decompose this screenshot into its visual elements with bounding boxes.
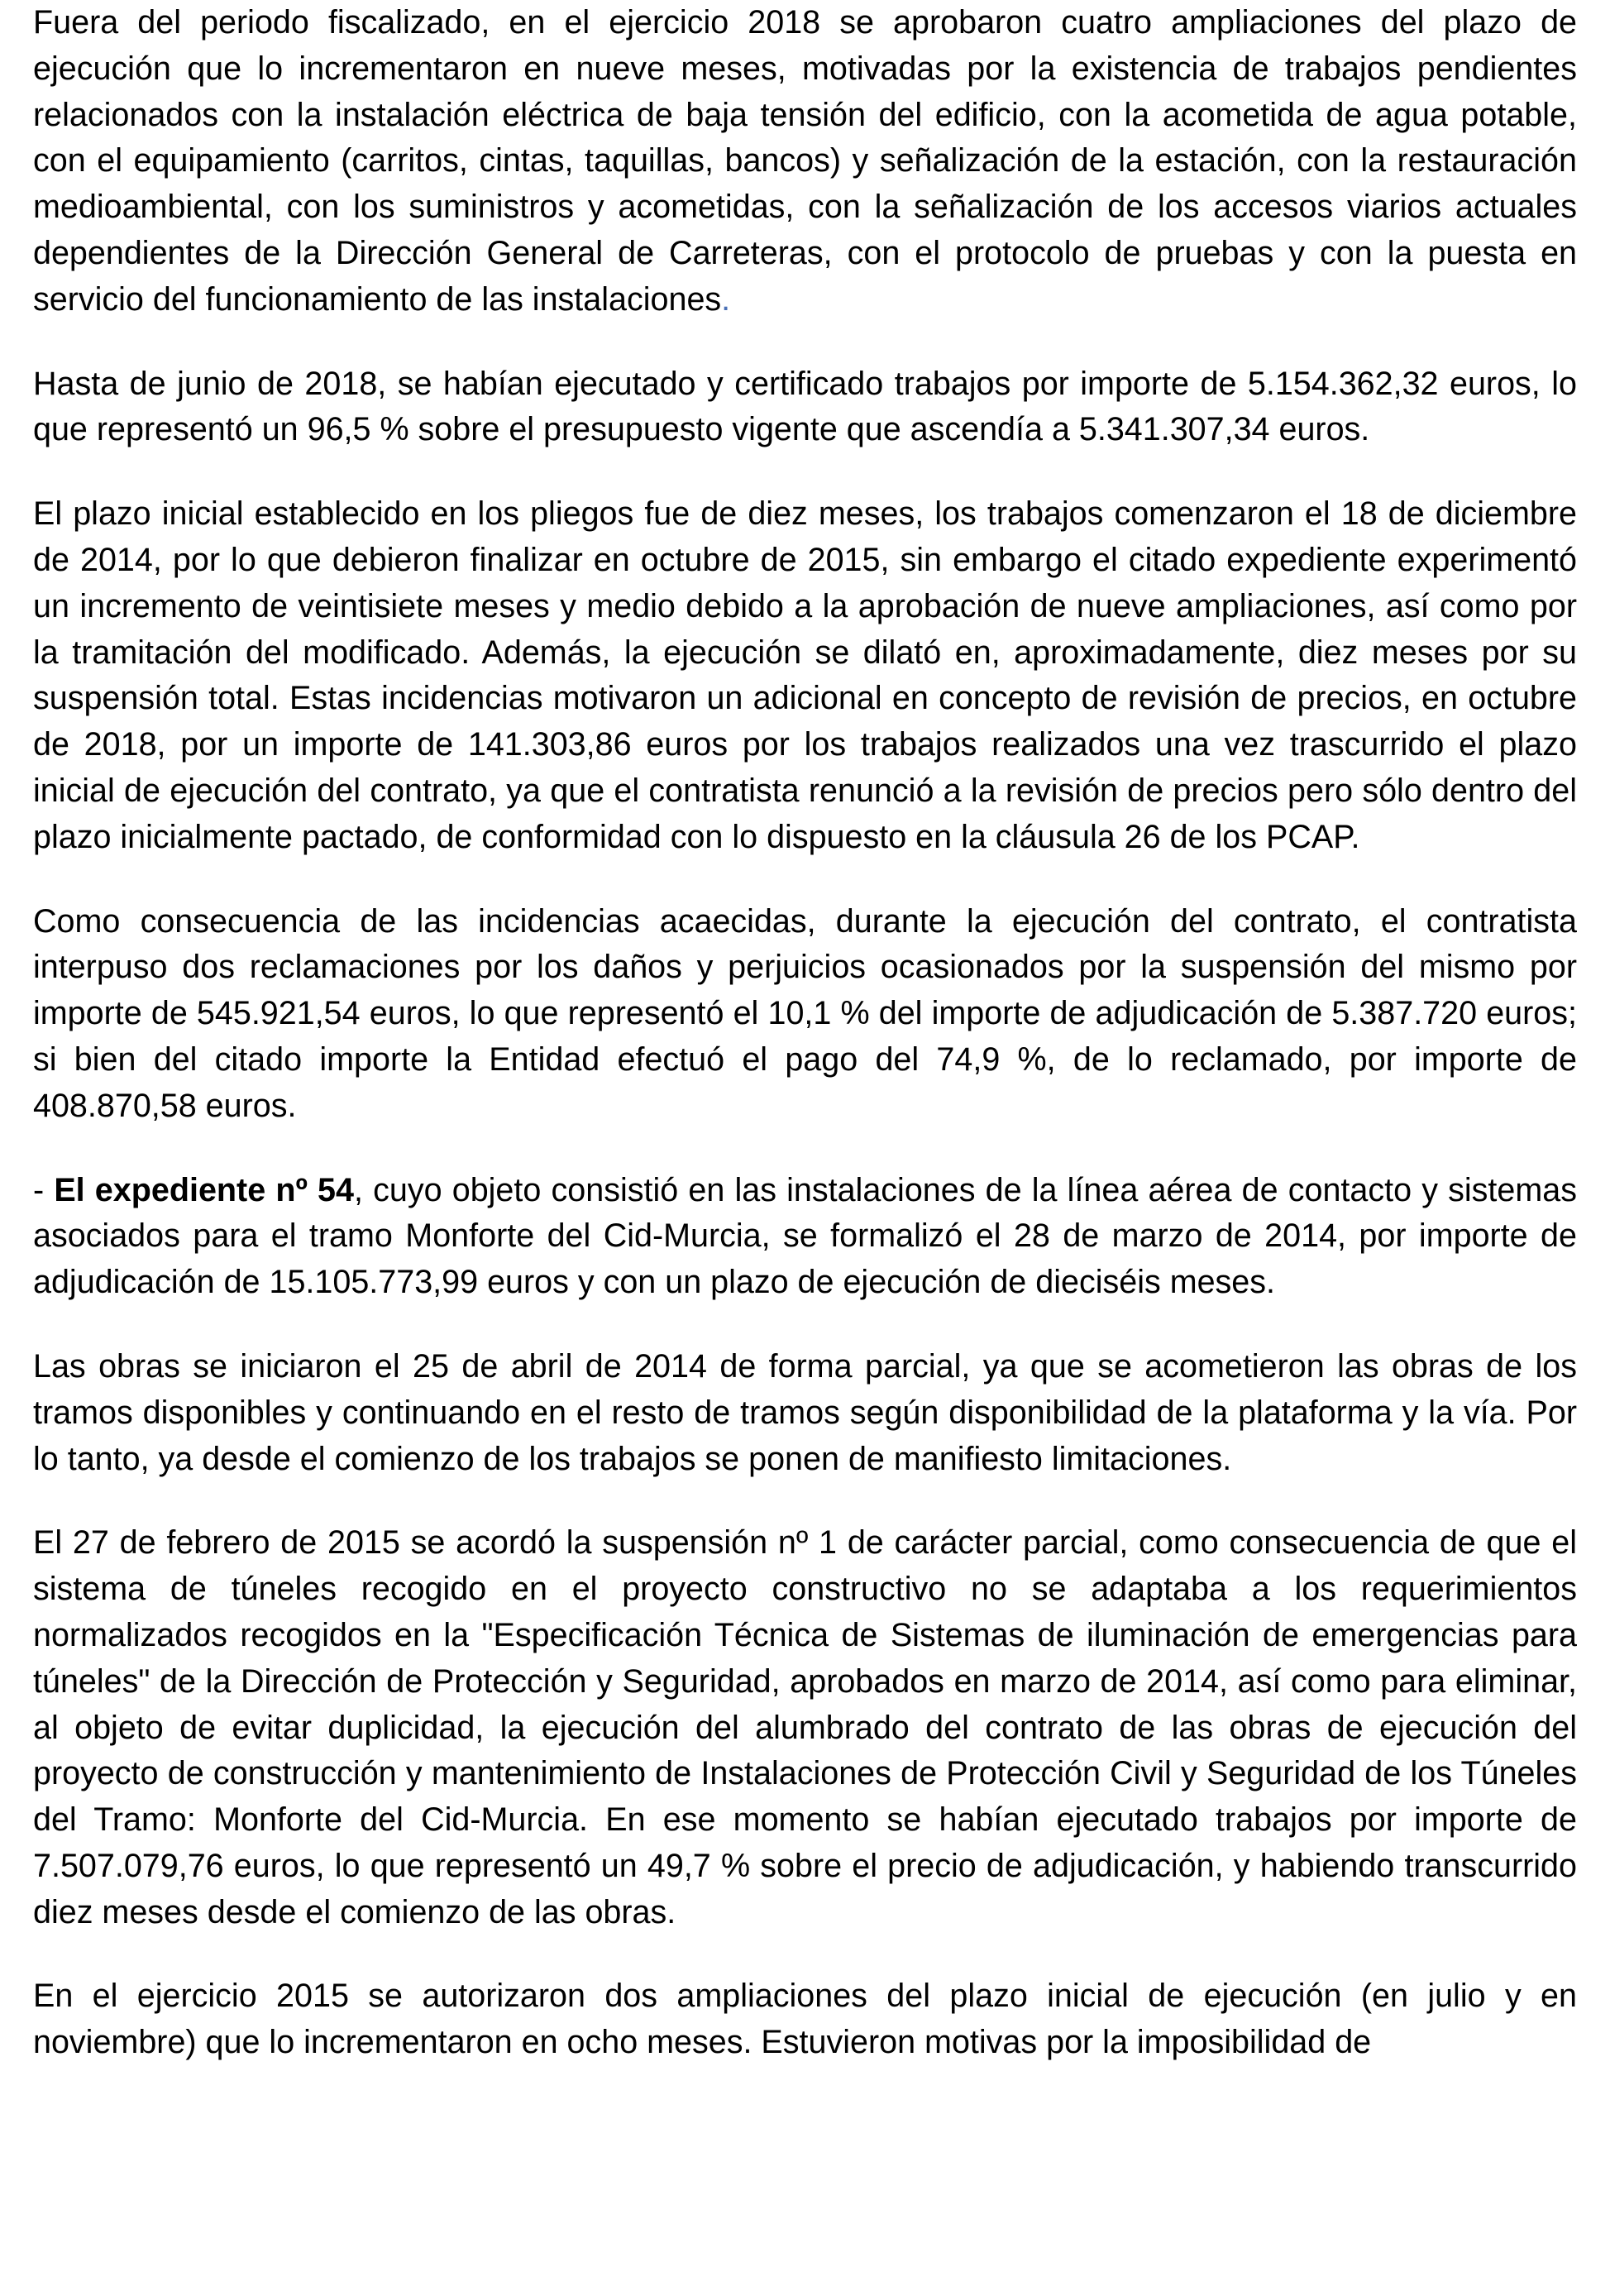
paragraph-reclamaciones: Como consecuencia de las incidencias acaecidas, durante la ejecución del contrato, el contratista interpuso dos reclamaciones por los daños y perjuicios ocasionados por la suspensión del mismo por importe de 545.921,54 euros, lo que representó el 10,1 % del importe de adjudicación de 5.387.720 euros; si bien del citado importe la Entidad efectuó el pago del 74,9 %, de lo reclamado, por importe de 408.870,58 euros. bbox=[33, 902, 1577, 1124]
paragraph-end-mark: . bbox=[721, 280, 731, 318]
paragraph-gap bbox=[33, 1482, 1577, 1520]
paragraph-text: Fuera del periodo fiscalizado, en el ejercicio 2018 se aprobaron cuatro ampliaciones del plazo de ejecución que lo incrementaron en nueve meses, motivadas por la existencia de trabajos pendientes relacionados con la instalación eléctrica de baja tensión del edificio, con la acometida de agua potable, con el equipamiento (carritos, cintas, taquillas, bancos) y señalización de la estación, con la restauración medioambiental, con los suministros y acometidas, con la señalización de los accesos viarios actuales dependientes de la Dirección General de Carreteras, con el protocolo de pruebas y con la puesta en servicio del funcionamiento de las instalaciones bbox=[33, 4, 1577, 318]
paragraph-text: , cuyo objeto consistió en las instalaciones de la línea aérea de contacto y sistemas asociados para el tramo Monforte del Cid-Murcia, se formalizó el 28 de marzo de 2014, por importe de adjudicación de 15.105.773,99 euros y con un plazo de ejecución de dieciséis meses. bbox=[33, 1171, 1577, 1301]
paragraph-ampliaciones-2018 bbox=[33, 0, 1577, 323]
paragraph-gap bbox=[33, 323, 1577, 361]
paragraph-suspension-1: El 27 de febrero de 2015 se acordó la suspensión nº 1 de carácter parcial, como consecuencia de que el sistema de túneles recogido en el proyecto constructivo no se adaptaba a los requerimientos normalizados recogidos en la "Especificación Técnica de Sistemas de iluminación de emergencias para túneles" de la Dirección de Protección y Seguridad, aprobados en marzo de 2014, así como para eliminar, al objeto de evitar duplicidad, la ejecución del alumbrado del contrato de las obras de ejecución del proyecto de construcción y mantenimiento de Instalaciones de Protección Civil y Seguridad de los Túneles del Tramo: Monforte del Cid-Murcia. En ese momento se habían ejecutado trabajos por importe de 7.507.079,76 euros, lo que representó un 49,7 % sobre el precio de adjudicación, y habiendo transcurrido diez meses desde el comienzo de las obras. bbox=[33, 1524, 1577, 1930]
paragraph-gap bbox=[33, 453, 1577, 491]
document-page bbox=[33, 0, 1577, 2066]
list-dash: - bbox=[33, 1171, 55, 1208]
paragraph-gap bbox=[33, 861, 1577, 899]
expediente-heading: El expediente nº 54 bbox=[54, 1171, 354, 1208]
paragraph-plazo-inicial: El plazo inicial establecido en los pliegos fue de diez meses, los trabajos comenzaron el 18 de diciembre de 2014, por lo que debieron finalizar en octubre de 2015, sin embargo el citado expediente experimentó un incremento de veintisiete meses y medio debido a la aprobación de nueve ampliaciones, así como por la tramitación del modificado. Además, la ejecución se dilató en, aproximadamente, diez meses por su suspensión total. Estas incidencias motivaron un adicional en concepto de revisión de precios, en octubre de 2018, por un importe de 141.303,86 euros por los trabajos realizados una vez trascurrido el plazo inicial de ejecución del contrato, ya que el contratista renunció a la revisión de precios pero sólo dentro del plazo inicialmente pactado, de conformidad con lo dispuesto en la cláusula 26 de los PCAP. bbox=[33, 495, 1577, 855]
paragraph-ampliaciones-2015: En el ejercicio 2015 se autorizaron dos ampliaciones del plazo inicial de ejecución (en julio y en noviembre) que lo incrementaron en ocho meses. Estuvieron motivas por la imposibilidad de bbox=[33, 1978, 1577, 2061]
paragraph-gap bbox=[33, 1130, 1577, 1168]
paragraph-ejecucion-junio-2018: Hasta de junio de 2018, se habían ejecutado y certificado trabajos por importe de 5.154.362,32 euros, lo que representó un 96,5 % sobre el presupuesto vigente que ascendía a 5.341.307,34 euros. bbox=[33, 365, 1577, 448]
paragraph-expediente-54 bbox=[33, 1168, 1577, 1306]
paragraph-inicio-obras: Las obras se iniciaron el 25 de abril de 2014 de forma parcial, ya que se acometieron las obras de los tramos disponibles y continuando en el resto de tramos según disponibilidad de la plataforma y la vía. Por lo tanto, ya desde el comienzo de los trabajos se ponen de manifiesto limitaciones. bbox=[33, 1347, 1577, 1477]
paragraph-gap bbox=[33, 1935, 1577, 1973]
paragraph-gap bbox=[33, 1306, 1577, 1344]
